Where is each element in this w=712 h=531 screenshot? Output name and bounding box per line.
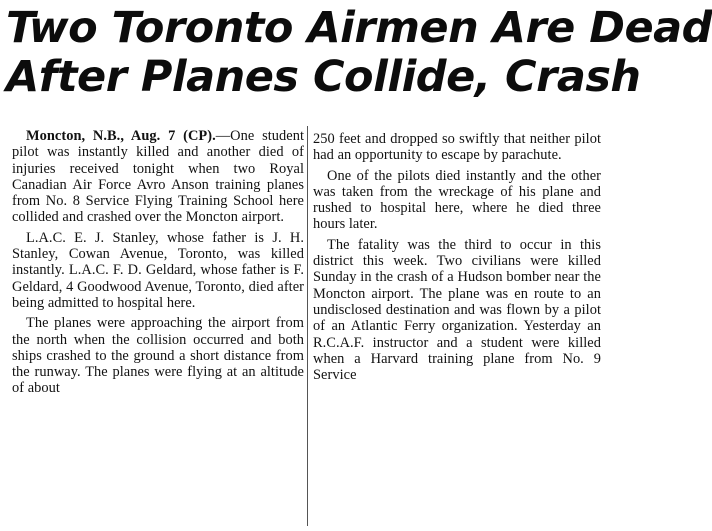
dateline: Moncton, N.B., Aug. 7 (CP). bbox=[26, 128, 216, 144]
headline bbox=[6, 3, 712, 102]
headline-line-1: Two Toronto Airmen Are Dead bbox=[6, 3, 712, 53]
article-paragraph-3-continued: 250 feet and dropped so swiftly that neither pilot had an opportunity to escape by parachute. bbox=[313, 131, 601, 164]
article-paragraph-2: L.A.C. E. J. Stanley, whose father is J. H. Stanley, Cowan Avenue, Toronto, was killed instantly. L.A.C. F. D. Geldard, whose father is F. Geldard, 4 Goodwood Avenue, Toronto, died after being admitted to hospital here. bbox=[12, 229, 304, 311]
article-paragraph-3: The planes were approaching the airport from the north when the collision occurred and both ships crashed to the ground a short distance from the runway. The planes were flying at an altitude of about bbox=[12, 315, 304, 397]
article-paragraph-1 bbox=[12, 128, 304, 226]
article-column-right bbox=[313, 131, 601, 387]
headline-line-2: After Planes Collide, Crash bbox=[6, 52, 641, 102]
article-column-left bbox=[12, 128, 304, 401]
article-paragraph-4: One of the pilots died instantly and the other was taken from the wreckage of his plane and rushed to hospital here, where he died three hours later. bbox=[313, 167, 601, 233]
article-paragraph-5: The fatality was the third to occur in this district this week. Two civilians were killed Sunday in the crash of a Hudson bomber near the Moncton airport. The plane was en route to an undisclosed destination and was flown by a pilot of an Atlantic Ferry organization. Yesterday an R.C.A.F. instructor and a student were killed when a Harvard training plane from No. 9 Service bbox=[313, 236, 601, 384]
paragraph-1-text: —One student pilot was instantly killed and another died of injuries received tonight when two Royal Canadian Air Force Avro Anson training planes from No. 8 Service Flying Training School here collided and crashed over the Moncton airport. bbox=[12, 128, 304, 226]
column-rule bbox=[307, 126, 308, 526]
